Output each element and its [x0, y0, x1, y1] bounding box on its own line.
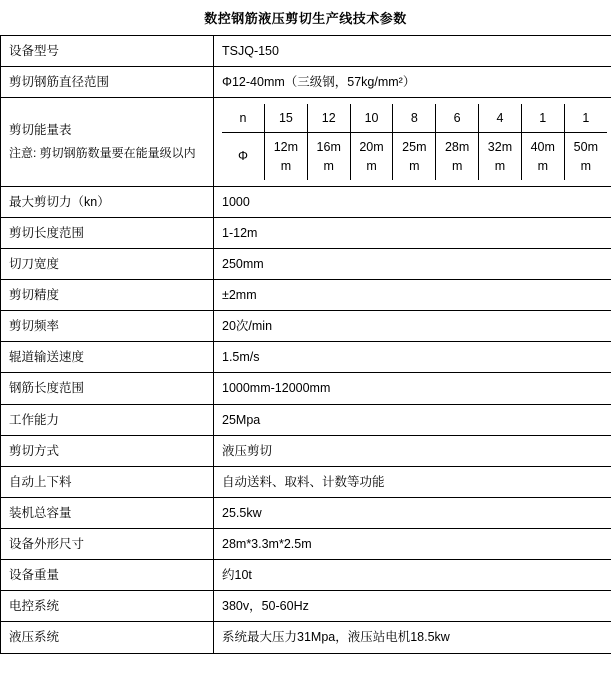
row-label: 剪切方式: [1, 435, 214, 466]
table-row: [1, 248, 611, 279]
row-label: 切刀宽度: [1, 248, 214, 279]
row-label: 剪切钢筋直径范围: [1, 67, 214, 98]
row-value: 25Mpa: [214, 404, 611, 435]
row-label: 设备型号: [1, 36, 214, 67]
row-value: 25.5kw: [214, 497, 611, 528]
table-row: [1, 217, 611, 248]
row-value: 1-12m: [214, 217, 611, 248]
energy-cell: 40mm: [521, 133, 564, 180]
table-row: [1, 186, 611, 217]
row-label: 设备外形尺寸: [1, 529, 214, 560]
row-value: [214, 98, 611, 186]
energy-cell: 1: [521, 104, 564, 133]
energy-cell: 12mm: [265, 133, 308, 180]
table-row: [1, 466, 611, 497]
energy-cell: 8: [393, 104, 436, 133]
energy-cell: 25mm: [393, 133, 436, 180]
energy-cell: 28mm: [436, 133, 479, 180]
energy-cell: 16mm: [307, 133, 350, 180]
row-label: 辊道输送速度: [1, 342, 214, 373]
row-value: 1.5m/s: [214, 342, 611, 373]
energy-cell: 50mm: [573, 140, 598, 173]
row-value: 系统最大压力31Mpa，液压站电机18.5kw: [214, 622, 611, 653]
row-label: 剪切频率: [1, 311, 214, 342]
row-label: [1, 98, 214, 186]
row-label-note: 注意: 剪切钢筋数量要在能量级以内: [9, 146, 196, 161]
table-row: [1, 529, 611, 560]
energy-cell: 1: [564, 104, 607, 133]
table-row: [1, 622, 611, 653]
energy-row-head: n: [222, 104, 265, 133]
row-value: 380v，50-60Hz: [214, 591, 611, 622]
row-value: 20次/min: [214, 311, 611, 342]
row-label: 装机总容量: [1, 497, 214, 528]
energy-cell: 32mm: [479, 133, 522, 180]
row-label: 工作能力: [1, 404, 214, 435]
energy-row-phi: [222, 133, 607, 180]
table-row: [1, 497, 611, 528]
row-label: 电控系统: [1, 591, 214, 622]
row-label: 设备重量: [1, 560, 214, 591]
page-title: 数控钢筋液压剪切生产线技术参数: [204, 11, 407, 26]
energy-cell: 12: [307, 104, 350, 133]
row-value: Φ12-40mm（三级钢，57kg/mm²）: [214, 67, 611, 98]
energy-row-n: [222, 104, 607, 133]
row-value: 自动送料、取料、计数等功能: [214, 466, 611, 497]
table-row: [1, 36, 611, 67]
row-value: 液压剪切: [214, 435, 611, 466]
energy-cell: 15: [265, 104, 308, 133]
row-label-text: 剪切能量表: [9, 123, 72, 138]
row-value: ±2mm: [214, 280, 611, 311]
energy-cell: 20mm: [350, 133, 393, 180]
table-row: [1, 280, 611, 311]
row-label: 液压系统: [1, 622, 214, 653]
energy-cell: 6: [436, 104, 479, 133]
energy-table: [222, 104, 607, 179]
row-label: 钢筋长度范围: [1, 373, 214, 404]
table-row: [1, 342, 611, 373]
row-value: TSJQ-150: [214, 36, 611, 67]
row-value: 250mm: [214, 248, 611, 279]
row-value: 1000mm-12000mm: [214, 373, 611, 404]
table-row: [1, 67, 611, 98]
table-row: [1, 560, 611, 591]
row-label: 自动上下料: [1, 466, 214, 497]
energy-cell: 4: [479, 104, 522, 133]
table-row-energy: [1, 98, 611, 186]
table-row: [1, 373, 611, 404]
row-label: 最大剪切力（kn）: [1, 186, 214, 217]
specifications-table: [0, 35, 611, 654]
row-value: 1000: [214, 186, 611, 217]
table-row: [1, 404, 611, 435]
row-value: 28m*3.3m*2.5m: [214, 529, 611, 560]
energy-cell: 10: [350, 104, 393, 133]
row-label: 剪切长度范围: [1, 217, 214, 248]
table-row: [1, 591, 611, 622]
energy-row-head: Φ: [222, 133, 265, 180]
table-row: [1, 435, 611, 466]
row-value: 约10t: [214, 560, 611, 591]
row-label: 剪切精度: [1, 280, 214, 311]
table-row: [1, 311, 611, 342]
